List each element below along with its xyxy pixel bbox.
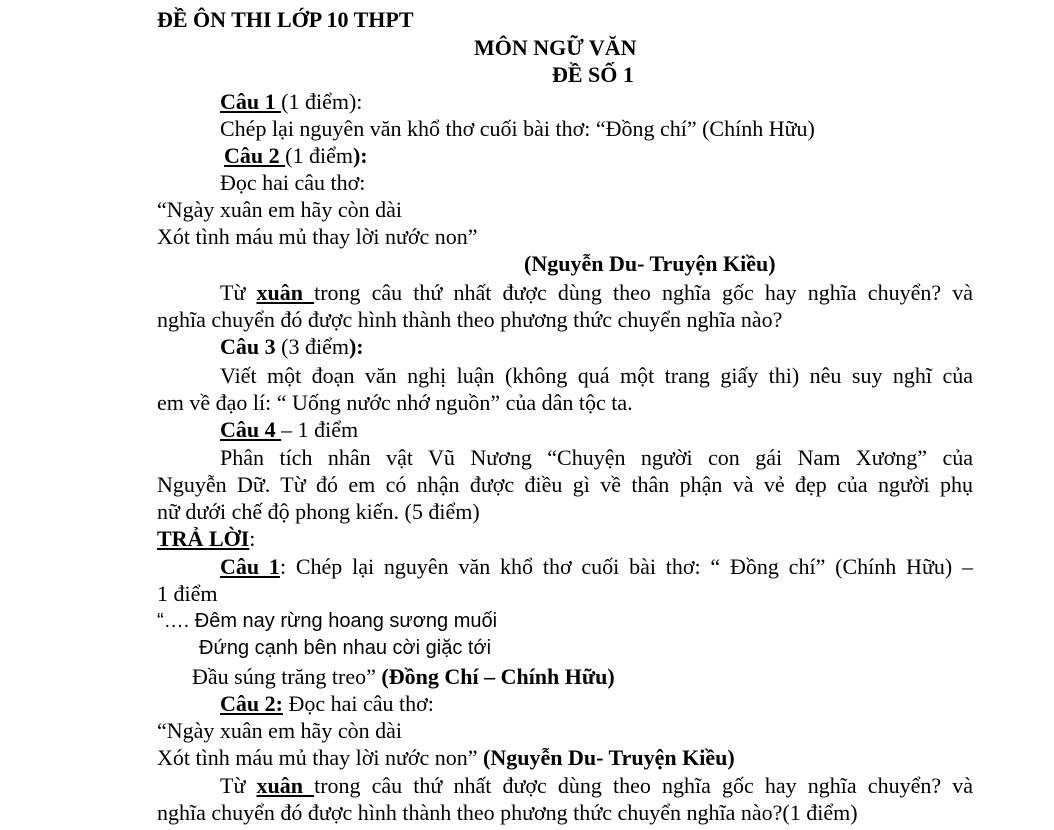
answer-1-label: Câu 1 bbox=[220, 554, 280, 579]
question-1-label: Câu 1 bbox=[220, 89, 282, 114]
question-4-line-2: Nguyễn Dữ. Từ đó em có nhận được điều gì về thân phận và vẻ đẹp của người phụ bbox=[157, 472, 973, 497]
question-2-points-end: ): bbox=[352, 143, 368, 168]
question-2-task-line-2: nghĩa chuyển đó được hình thành theo phương thức chuyển nghĩa nào? bbox=[157, 307, 783, 332]
answer-2-source: (Nguyễn Du- Truyện Kiều) bbox=[483, 745, 735, 770]
question-2-intro: Đọc hai câu thơ: bbox=[220, 170, 366, 195]
question-4-heading bbox=[220, 416, 358, 443]
exam-title: ĐỀ ÔN THI LỚP 10 THPT bbox=[157, 7, 414, 32]
question-1-heading bbox=[220, 88, 362, 115]
question-2-label: Câu 2 bbox=[224, 143, 286, 168]
question-2-task-line-1: Từ xuân trong câu thứ nhất được dùng theo nghĩa gốc hay nghĩa chuyển? và bbox=[220, 280, 973, 305]
answer-1-verse-1: “…. Đêm nay rừng hoang sương muối bbox=[157, 610, 498, 632]
question-4-points: – 1 điểm bbox=[281, 417, 359, 442]
answer-2-task-line-1: Từ xuân trong câu thứ nhất được dùng theo nghĩa gốc hay nghĩa chuyển? và bbox=[220, 773, 973, 798]
question-2-verse-2: Xót tình máu mủ thay lời nước non” bbox=[157, 224, 478, 249]
question-2-heading bbox=[224, 142, 368, 169]
answer-1-line-1: Câu 1: Chép lại nguyên văn khổ thơ cuối bài thơ: “ Đồng chí” (Chính Hữu) – bbox=[220, 554, 973, 579]
question-3-line-2: em về đạo lí: “ Uống nước nhớ nguồn” của dân tộc ta. bbox=[157, 390, 633, 415]
question-1-text: Chép lại nguyên văn khổ thơ cuối bài thơ: “Đồng chí” (Chính Hữu) bbox=[220, 116, 815, 141]
answer-2-heading: Câu 2: Đọc hai câu thơ: bbox=[220, 691, 434, 716]
question-2-verse-1: “Ngày xuân em hãy còn dài bbox=[157, 197, 402, 222]
answer-2-verse-2: Xót tình máu mủ thay lời nước non” (Nguyễn Du- Truyện Kiều) bbox=[157, 745, 735, 770]
answer-1-source: (Đồng Chí – Chính Hữu) bbox=[381, 664, 615, 689]
question-3-heading: Câu 3 (3 điểm): bbox=[220, 334, 364, 359]
answer-2-verse-1: “Ngày xuân em hãy còn dài bbox=[157, 718, 402, 743]
answer-keyword-xuan: xuân bbox=[256, 773, 315, 798]
question-4-line-1: Phân tích nhân vật Vũ Nương “Chuyện người con gái Nam Xương” của bbox=[220, 445, 973, 470]
subject-title: MÔN NGỮ VĂN bbox=[474, 35, 637, 60]
answer-2-task-line-2: nghĩa chuyển đó được hình thành theo phương thức chuyển nghĩa nào?(1 điểm) bbox=[157, 800, 858, 825]
exam-number: ĐỀ SỐ 1 bbox=[552, 62, 634, 87]
question-1-points: (1 điểm): bbox=[281, 89, 363, 114]
question-4-line-3: nữ dưới chế độ phong kiến. (5 điểm) bbox=[157, 499, 480, 524]
question-2-points: (1 điểm bbox=[285, 143, 353, 168]
answers-heading: TRẢ LỜI: bbox=[157, 526, 256, 551]
question-4-label: Câu 4 bbox=[220, 417, 282, 442]
answer-1-line-2: 1 điểm bbox=[157, 581, 218, 606]
answer-1-verse-2: Đứng cạnh bên nhau cời giặc tới bbox=[199, 637, 492, 659]
answer-1-verse-3: Đầu súng trăng treo” (Đồng Chí – Chính Hữu) bbox=[192, 664, 615, 689]
question-3-line-1: Viết một đoạn văn nghị luận (không quá một trang giấy thi) nêu suy nghĩ của bbox=[220, 363, 973, 388]
keyword-xuan: xuân bbox=[256, 280, 315, 305]
question-3-label: Câu 3 bbox=[220, 334, 276, 359]
question-2-source: (Nguyễn Du- Truyện Kiều) bbox=[524, 251, 776, 276]
answer-2-label: Câu 2: bbox=[220, 691, 283, 716]
